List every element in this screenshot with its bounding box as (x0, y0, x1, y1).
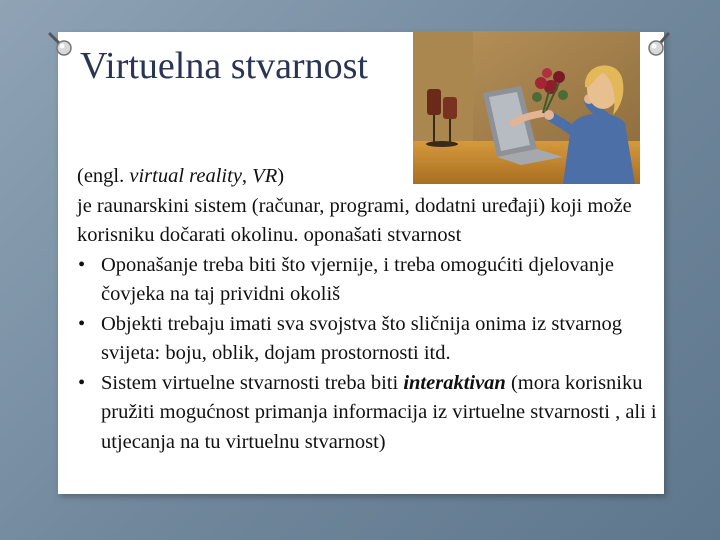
bullet-text: Objekti trebaju imati sva svojstva što sličnija onima iz stvarnog svijeta: boju, oblik, dojam prostornosti itd. (101, 312, 622, 364)
emphasis-interaktivan: interaktivan (403, 371, 506, 394)
intro-suffix: ) (277, 165, 285, 187)
bullet-icon: • (78, 312, 86, 335)
bullet-icon: • (78, 253, 86, 276)
definition-text: je raunarskini sistem (računar, programi, dodatni uređaji) koji može korisniku dočarati okolinu. oponašati stvarnost (77, 194, 632, 246)
bullet-text-before: Sistem virtuelne stvarnosti treba biti (101, 371, 404, 394)
bullet-text: Oponašanje treba biti što vjernije, i treba omogućiti djelovanje čovjeka na taj prividni okoliš (101, 253, 614, 305)
bullet-item-2 (77, 310, 667, 369)
term-vr: VR (252, 165, 278, 187)
bullet-item-1 (77, 251, 667, 310)
pushpin-right-icon (646, 28, 676, 58)
bullet-icon: • (78, 371, 86, 394)
slide-title: Virtuelna stvarnost (80, 45, 368, 87)
bullet-text-after: (mora korisniku pružiti mogućnost primanja informacija iz virtuelne stvarnosti , ali i utjecanja na tu virtuelnu stvarnost) (101, 371, 657, 453)
intro-prefix: (engl. (77, 165, 130, 187)
intro-line (77, 162, 667, 192)
term-virtual-reality: virtual reality (129, 165, 242, 187)
slide-body (77, 162, 667, 457)
bullet-item-3 (77, 369, 667, 458)
intro-separator: , (241, 165, 253, 187)
pushpin-left-icon (44, 28, 74, 58)
